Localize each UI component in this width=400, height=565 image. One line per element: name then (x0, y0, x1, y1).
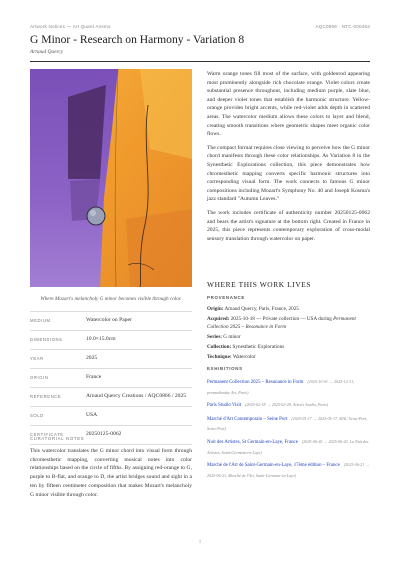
collection-header (30, 24, 370, 29)
meta-key: YEAR (30, 355, 44, 361)
meta-value: France (86, 374, 102, 380)
exhibitions-list (207, 376, 370, 482)
curatorial-text: This watercolor translates the G minor chord into visual form through chromesthetic mapping, converting musical notes into color relationships based on the circle of fifths. By assigning red-orange to G, purple to B-flat, and orange to D, the artist bridges sound and sight in a ten by fifteen centimeter composition that makes Mozart's melancholy G minor visible through color. (30, 448, 192, 498)
exhibition-item (207, 459, 370, 479)
collection-label: Collection: (207, 344, 232, 350)
provenance-series (207, 333, 370, 341)
artwork-caption: Where Mozart's melancholy G minor becomes visible through color. (40, 296, 182, 302)
lives-heading: WHERE THIS WORK LIVES (207, 280, 312, 289)
series-label: Series: (207, 334, 222, 340)
exhibition-title[interactable]: Nuit des Artistes, St Germain-en-Laye, France (207, 439, 298, 445)
meta-row-reference (30, 387, 192, 406)
meta-key: SOLD (30, 412, 44, 418)
meta-row-dimensions (30, 330, 192, 349)
exhibition-title[interactable]: Paris Studio Visit (207, 403, 242, 409)
meta-value: Arnaud Quercy Creations / AQC0866 / 2025 (86, 393, 187, 399)
artist-name: Arnaud Quercy (30, 49, 64, 55)
exhibition-title[interactable]: Permanent Collection 2025 – Resonance in Form (207, 380, 304, 385)
provenance-origin (207, 305, 370, 313)
meta-row-origin (30, 368, 192, 387)
curatorial-heading: CURATORIAL NOTES (30, 436, 85, 441)
exhibition-detail: (2025-05-17 → 2025-05-17, MAC Seine-Port, Seine-Port) (207, 415, 368, 432)
meta-row-certificate (30, 425, 192, 445)
description (207, 70, 370, 248)
exhibition-detail: (2025-10-01 → 2025-12-31, permadiantity Art, Paris) (207, 379, 355, 395)
acquired-value: 2025-10-18 — Private collection — USA during (230, 316, 332, 322)
origin-value: Arnaud Quercy, Paris, France, 2025 (224, 306, 299, 312)
notice-code: AQC0866 · NTC-000463 (315, 24, 370, 29)
metadata-table (30, 311, 192, 445)
meta-key: CERTIFICATE (30, 431, 64, 437)
description-paragraph: Warm orange tones fill most of the surface, with goldenrod appearing most prominently alongside rich chocolate orange. Violet colors create substantial presence throughout, including medium purple, slate blue, and deeper violet tones that establish the harmonic structure. Yellow-orange provides bright accents, while red-violet adds depth in scattered areas. The watercolor medium allows these colors to layer and blend, creating smooth transitions where geometric shapes meet organic color flows. (207, 71, 370, 138)
artwork-image (30, 69, 192, 287)
meta-value: Watercolor on Paper (86, 317, 132, 323)
page-number: 1 (198, 540, 202, 545)
provenance-technique (207, 353, 370, 361)
meta-row-year (30, 349, 192, 368)
provenance-acquired (207, 315, 370, 331)
meta-value: 2025 (86, 355, 98, 361)
acquired-label: Acquired: (207, 316, 230, 322)
collection-name: Artwork Notices — Art Quant Ansmo (30, 24, 111, 29)
provenance-list (207, 305, 370, 363)
series-value: G minor (223, 334, 241, 340)
origin-label: Origin: (207, 306, 224, 312)
exhibition-item (207, 376, 370, 396)
description-paragraph: The work includes certificate of authenticity number 20250125-0062 and bears the artist's signature at the bottom right. Created in France in 2025, this piece represents contemporary exploration of cross-modal sensory translation through watercolor on paper. (207, 209, 370, 242)
meta-key: ORIGIN (30, 374, 49, 380)
meta-row-medium (30, 311, 192, 330)
exhibition-detail: (2025-06-21 → 2025-06-21, Marché de l'Art, Saint-Germain-en-Laye) (207, 462, 370, 478)
meta-key: MEDIUM (30, 317, 51, 323)
exhibition-title[interactable]: Marché d'Art Contemporain – Seine Port (207, 416, 288, 422)
meta-key: REFERENCE (30, 393, 62, 399)
acquired-exhibition: Permanent Collection 2025 – Resonance in Form (207, 316, 356, 330)
meta-value: 10.0×15.0cm (86, 336, 116, 342)
title-divider (30, 61, 370, 62)
exhibition-title[interactable]: Marché de l'Art de Saint-Germain-en-Laye, 17ème édition – France (207, 463, 340, 469)
provenance-heading: PROVENANCE (207, 295, 245, 300)
exhibitions-heading: EXHIBITIONS (207, 366, 243, 371)
meta-value: USA (86, 412, 98, 418)
provenance-collection (207, 343, 370, 351)
exhibition-item (207, 436, 370, 456)
technique-value: Watercolor (232, 354, 256, 360)
collection-value: Synesthetic Explorations (232, 344, 285, 350)
exhibition-item (207, 413, 370, 433)
technique-label: Technique: (207, 354, 232, 360)
meta-key: DIMENSIONS (30, 336, 63, 342)
description-paragraph: The compact format requires close viewing to perceive how the G minor chord manifests through these color relationships. As Variation 8 in the Synesthetic Explorations collection, this piece demonstrates how chromesthetic mapping converts specific harmonic structures into corresponding visual form. The work connects to famous G minor compositions including Mozart's Symphony No. 40 and Joseph Kosma's jazz standard "Autumn Leaves." (207, 144, 370, 203)
exhibition-detail: (2025-06-20 → 2025-06-20, La Nuit des Artistes, Saint-Germain-en-Laye) (207, 438, 369, 455)
exhibition-detail: (2025-02-18 → 2025-02-28, Artist's Studio, Paris) (245, 402, 329, 408)
page-title: G Minor - Research on Harmony - Variation 8 (30, 33, 245, 46)
meta-row-sold (30, 406, 192, 425)
meta-value: 20250125-0062 (86, 431, 122, 437)
